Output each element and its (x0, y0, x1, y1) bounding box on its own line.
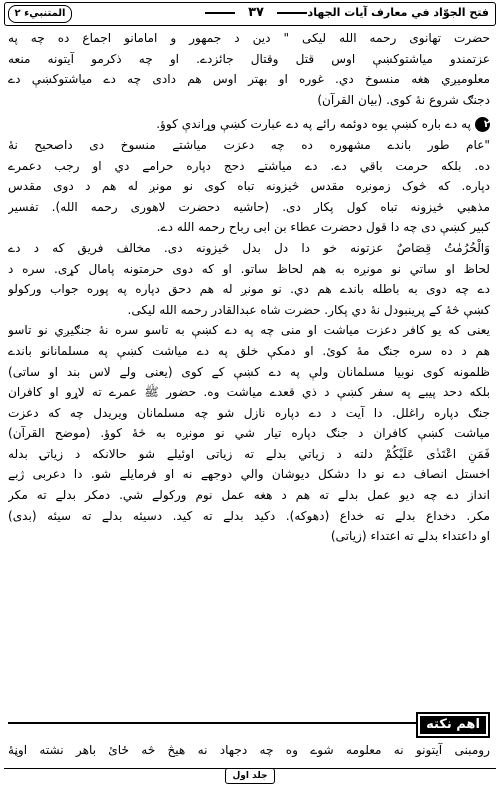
volume-label: جلد اول (225, 768, 275, 784)
text-line: رومبنی آیتونو نه معلومه شوے وه چه دجهاد نه هیڅ څه ځائ باهر نشته اوڼهٔ (8, 743, 490, 757)
text-line: جنګ دپاره راغلل. دا آیت د دے دپاره نازل شو چه مسلمانان ویریدل چه که دعزت (8, 405, 490, 420)
page-footer (4, 768, 496, 783)
section-heading: اهم نکته (416, 712, 490, 738)
text-line: کښې څهٔ کے پرینبودل نهٔ دي پکار. حضرت شاه عبدالقادر رحمه الله لیکی. (127, 302, 490, 317)
text-line: اخستل انصاف دے نو دا دشکل دیوشان والي دوجهے نه او فرمایلے شو. دا دعربی ژبے (8, 467, 490, 482)
heading-rule (8, 722, 416, 724)
page-header (4, 2, 496, 26)
body-text (8, 28, 490, 547)
text-line: انداز دے چه دیو عمل بدلے ته هم د هغه عمل نوم ورکولے شي. دمکر بدلے ته مکر (8, 488, 490, 503)
text-line: فَمَنِ اعْتَدٰى عَلَيْكُمْ دلته د زیاتي بدلے ته زیاتی اوئیلے شو حالانکه د زیاتۍ بدله (8, 446, 490, 461)
text-line-content: په دے باره کښې یوه دوئمه رائے په دے عبارت کښې وړاندې کوؤ. (156, 117, 471, 132)
text-line: کبیر کښې دی چه دا قول دحضرت عطاء بن ابی رباح رحمه الله دے. (156, 220, 490, 235)
text-line: او داعتداء بدلے ته اعتداء (زیاتی) (330, 529, 490, 544)
text-line: وَالْحُرُمٰتُ قِصَاصٌ عزتونه خو دا دل بدل څیزونه دی. مخالف فریق که د دے (8, 240, 490, 255)
running-title: فتح الجوّاد في معارف آيات الجهاد (307, 6, 489, 19)
text-line: دے چه دوی به باطله باندے هم دي. نو مونږ له هم دحق دپاره په پوره جواب ورکولو (8, 282, 490, 297)
text-line: یعنی که یو کافر دعزت میاشت او منی چه په دے کښې به تاسو سره نهٔ جنګیږي نو تاسو (8, 323, 490, 338)
text-line: لحاظ او ساتي نو مونږه به هم لحاظ ساتو. او که دوی حرمتونه پامال کړی. سره د (8, 261, 490, 276)
text-line: دپاره. که څوک زمونږه مقدس څیزونه تباه کوی نو مونږ له هم د دوی مقدس (8, 179, 490, 194)
text-line (8, 114, 490, 135)
text-line: دجنګ شروع نهٔ کوی. (بیان القرآن) (317, 92, 490, 107)
text-line: "عام طور باندے مشهوره ده چه دعزت میاشتے منسوخ دی داصحیح نهٔ (8, 137, 490, 152)
text-line: معلومیږي هغه منسوخ دي. غوره او بهتر اوس هم دادی چه دے میاشتوکښې دے (8, 72, 490, 87)
text-line: مکر. دخداع بدلے ته خداع (دهوکه). دکید بدلے ته کید. دسیئه بدلے ته سیئه (بدی) (8, 508, 490, 523)
point-number-marker: ٢ (475, 117, 490, 132)
text-line: ده. بلکه حرمت باقي دے. دے میاشتے دحج دپاره حرامے دي او رجب دعمرے (8, 158, 490, 173)
text-line: بلکه دحد پیبے په سفر کښې د ذي قعدے میاشت وه. حضور ﷺ عمرے ته لاړو او کافران (8, 385, 490, 400)
page-number: ٣٧ (237, 5, 275, 21)
text-line: مذهبي څیزونه تباه کول پکار دی. (حاشیه دحضرت لاهوری رحمه الله). تفسیر (8, 199, 490, 214)
text-line: ظلمونه کوی نوبیا مسلمانان ولې په دے کښې کے کوی (یعنی ولے لاس بند او ساتی) (8, 364, 490, 379)
section-text (8, 740, 490, 761)
text-line: هم د ده سره جنګ مهٔ کوئ. او دمکې خلق په دے میاشت کښې په مسلمانانو باندے (8, 343, 490, 358)
text-line: میاشت کښې کافران د جنګ دپاره تیار شي نو مونږه به څهٔ کوؤ. (موضح القرآن) (8, 426, 490, 441)
book-label: المتنبيء ٢ (8, 5, 72, 23)
text-line: عزتمندو میاشتوکښې اوس قتل وقتال جائزدے. او چه ذکرمو آیتونه منعه (8, 51, 490, 66)
text-line: حضرت تهانوی رحمه الله لیکی " دین د جمهور و امامانو اجماع ده چه په (8, 31, 490, 45)
